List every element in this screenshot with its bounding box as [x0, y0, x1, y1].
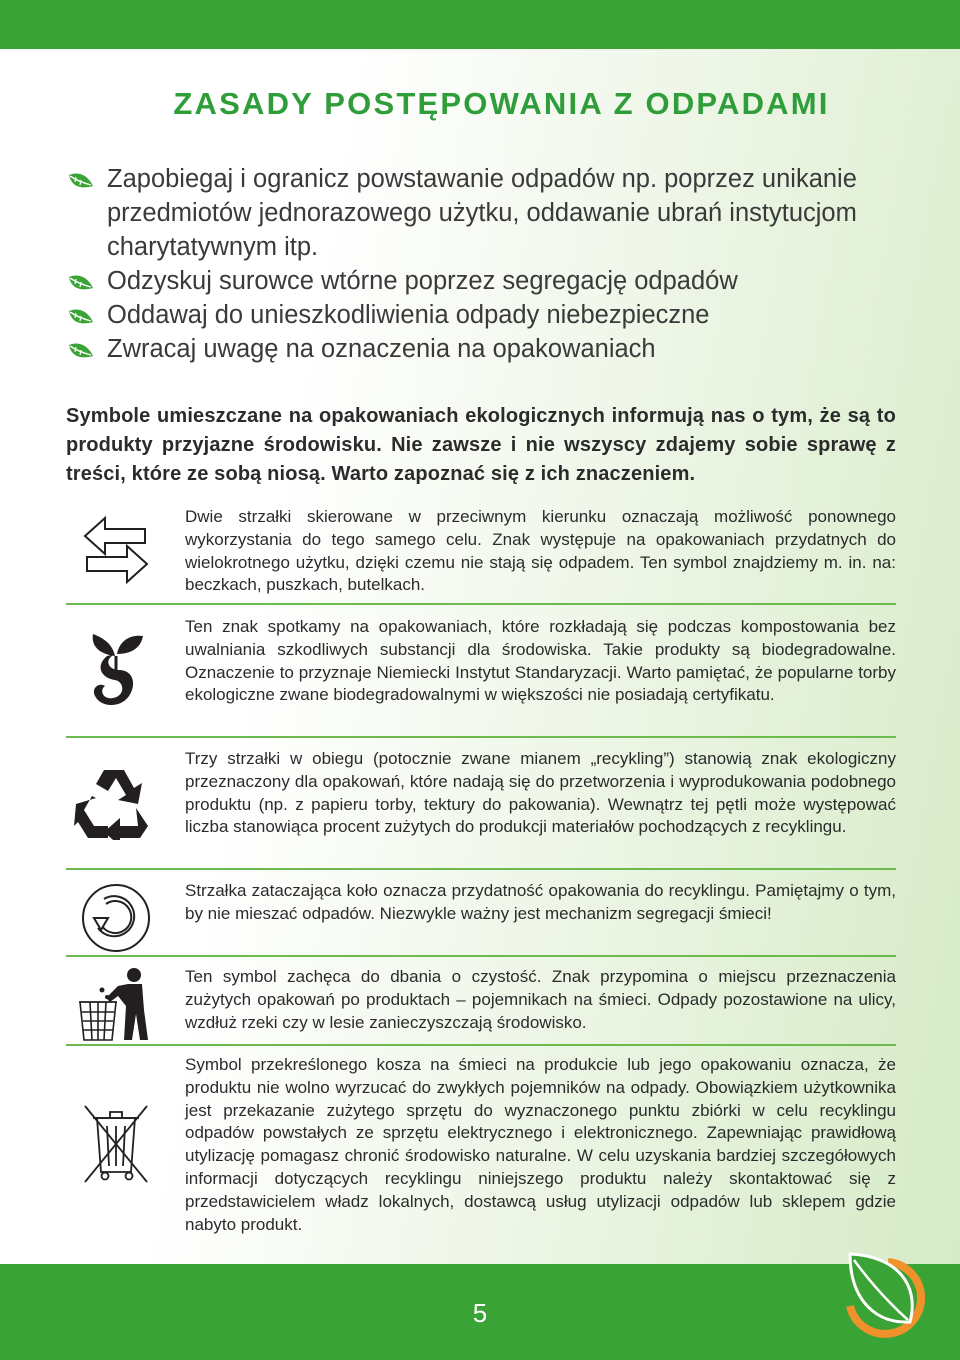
rule-item	[66, 162, 926, 264]
page-title: ZASADY POSTĘPOWANIA Z ODPADAMI	[173, 86, 830, 121]
eco-leaf-logo-icon	[836, 1248, 932, 1344]
leaf-bullet-icon	[66, 271, 96, 293]
reuse-arrows-icon	[66, 512, 166, 588]
symbols-intro: Symbole umieszczane na opakowaniach ekologicznych informują nas o tym, że są to produkty przyjazne środowisku. Nie zawsze i nie wszyscy zdajemy sobie sprawę z treści, które ze sobą niosą. Warto zapoznać się z ich znaczeniem.	[66, 405, 896, 485]
separator-line	[66, 868, 896, 870]
page-number: 5	[472, 1298, 488, 1328]
symbol-row-compostable	[66, 616, 896, 732]
symbol-row-tidyman	[66, 966, 896, 1042]
rule-text: Oddawaj do unieszkodliwienia odpady niebezpieczne	[107, 301, 710, 329]
symbol-description: Trzy strzałki w obiegu (potocznie zwane mianem „recykling”) stanowią znak ekologiczny przeznaczony dla opakowań, które nadają się do przetworzenia i wyprodukowania podobnego produktu (np. z papieru torby, tektury do pakowania). Wewnątrz tej pętli może występować liczba stanowiąca procent zużytych do produkcji materiałów pochodzących z recyklingu.	[185, 749, 896, 837]
crossed-out-bin-icon	[66, 1102, 166, 1186]
symbol-row-recycling	[66, 748, 896, 864]
rule-text: Odzyskuj surowce wtórne poprzez segregację odpadów	[107, 267, 738, 295]
rule-text: Zwracaj uwagę na oznaczenia na opakowaniach	[107, 335, 656, 363]
separator-line	[66, 955, 896, 957]
symbol-description: Ten znak spotkamy na opakowaniach, które rozkładają się podczas kompostowania bez uwalniania szkodliwych substancji dla środowiska. Takie produkty są biodegradowalne. Oznaczenie to przyznaje Niemiecki Instytut Standaryzacji. Warto pamiętać, że popularne torby ekologiczne zwane biodegradowalnymi w większości nie posiadają certyfikatu.	[185, 617, 896, 705]
symbol-row-circular-arrow	[66, 880, 896, 952]
separator-line	[66, 736, 896, 738]
separator-line	[66, 603, 896, 605]
rules-list	[66, 162, 926, 366]
rule-text: Zapobiegaj i ogranicz powstawanie odpadów np. poprzez unikanie przedmiotów jednorazowego użytku, oddawanie ubrań instytucjom charytatywnym itp.	[107, 165, 857, 261]
circular-arrow-icon	[66, 882, 166, 954]
leaf-bullet-icon	[66, 169, 96, 191]
leaf-bullet-icon	[66, 339, 96, 361]
rule-item	[66, 332, 926, 366]
leaf-bullet-icon	[66, 305, 96, 327]
recycling-triangle-icon	[66, 764, 166, 840]
rule-item	[66, 264, 926, 298]
symbol-description: Ten symbol zachęca do dbania o czystość. Znak przypomina o miejscu przeznaczenia zużytych opakowań po produktach – pojemnikach na śmieci. Odpady pozostawione na ulicy, wzdłuż rzeki czy w lesie zanieczyszczają środowisko.	[185, 967, 896, 1032]
top-green-band	[0, 0, 960, 49]
symbol-description: Dwie strzałki skierowane w przeciwnym kierunku oznaczają możliwość ponownego wykorzystania do tego samego celu. Znak występuje na opakowaniach przydatnych do wielokrotnego użytku, dzięki czemu nie stają się odpadem. Ten symbol znajdziemy m. in. na: beczkach, puszkach, butelkach.	[185, 507, 896, 595]
tidyman-bin-icon	[66, 966, 166, 1042]
rule-item	[66, 298, 926, 332]
symbol-description: Symbol przekreślonego kosza na śmieci na produkcie lub jego opakowaniu oznacza, że produktu nie wolno wyrzucać do zwykłych pojemników na odpady. Obowiązkiem użytkownika jest przekazanie zużytego sprzętu do wyznaczonego punktu zbiórki w celu recyklingu odpadów powstałych ze sprzętu elektrycznego i elektronicznego. Zapewniając prawidłową utylizację pomagasz chronić środowisko naturalne. W celu uzyskania bardziej szczegółowych informacji dotyczących recyklingu niniejszego produktu należy skontaktować się z przedstawicielem władz lokalnych, dostawcą usług utylizacji odpadów lub sklepem gdzie nabyto produkt.	[185, 1055, 896, 1234]
separator-line	[66, 1044, 896, 1046]
symbol-row-reuse	[66, 506, 896, 596]
symbol-row-crossed-bin	[66, 1054, 896, 1244]
symbol-description: Strzałka zataczająca koło oznacza przydatność opakowania do recyklingu. Pamiętajmy o tym, by nie mieszać odpadów. Niezwykle ważny jest mechanizm segregacji śmieci!	[185, 881, 896, 923]
compostable-seedling-icon	[66, 626, 166, 714]
